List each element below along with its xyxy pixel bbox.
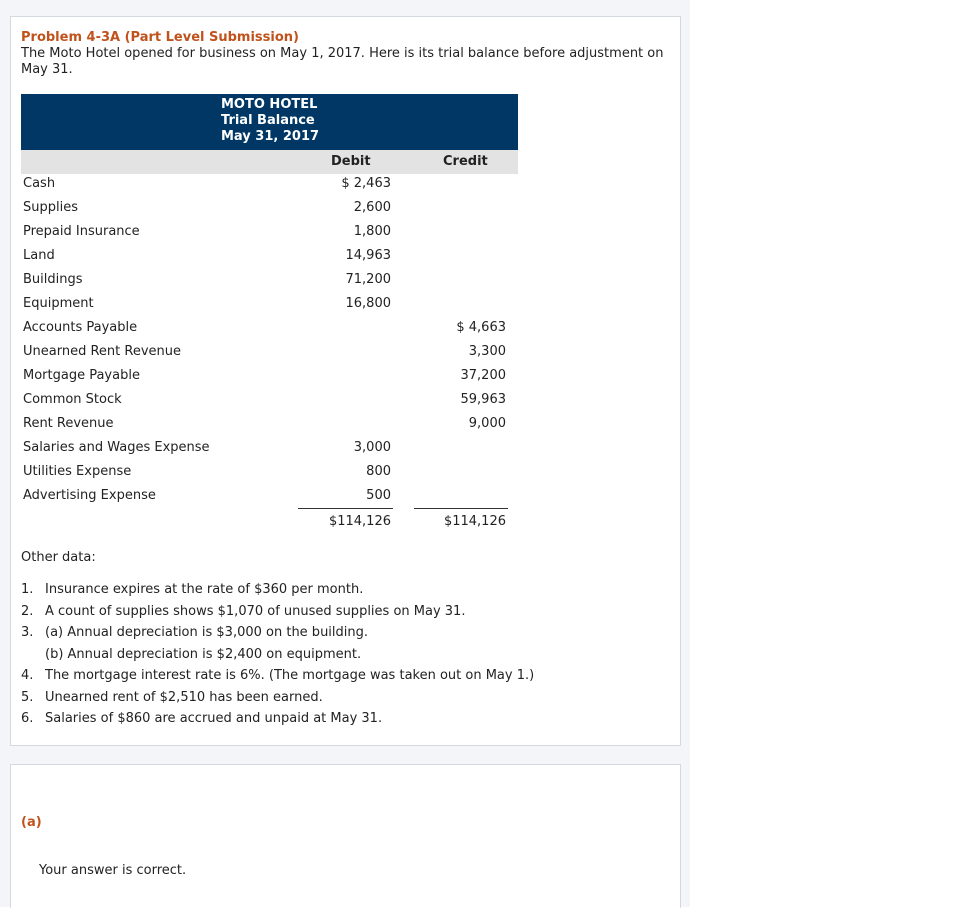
debit-amount: 2,600 xyxy=(353,200,391,215)
list-item-text: The mortgage interest rate is 6%. (The mortgage was taken out on May 1.) xyxy=(45,668,535,683)
table-row xyxy=(21,245,518,269)
account-name: Rent Revenue xyxy=(23,416,114,431)
problem-title: Problem 4-3A (Part Level Submission) xyxy=(21,30,299,45)
debit-column-header: Debit xyxy=(331,154,371,169)
part-a-label: (a) xyxy=(21,815,42,830)
credit-amount: 3,300 xyxy=(468,344,506,359)
debit-amount: 14,963 xyxy=(345,248,391,263)
account-name: Land xyxy=(23,248,55,263)
debit-amount: 71,200 xyxy=(345,272,391,287)
list-item xyxy=(21,668,621,690)
table-row xyxy=(21,389,518,413)
list-item-text: (b) Annual depreciation is $2,400 on equipment. xyxy=(45,647,362,662)
account-name: Supplies xyxy=(23,200,78,215)
list-item-number: 5. xyxy=(21,690,34,705)
account-name: Common Stock xyxy=(23,392,122,407)
table-row xyxy=(21,437,518,461)
table-row xyxy=(21,293,518,317)
account-name: Mortgage Payable xyxy=(23,368,140,383)
account-name: Advertising Expense xyxy=(23,488,156,503)
table-row xyxy=(21,221,518,245)
debit-amount: $ 2,463 xyxy=(341,176,391,191)
answer-feedback: Your answer is correct. xyxy=(39,863,187,878)
debit-amount: 3,000 xyxy=(353,440,391,455)
list-item-number: 2. xyxy=(21,604,34,619)
table-row xyxy=(21,365,518,389)
debit-total-rule xyxy=(298,508,393,509)
table-row xyxy=(21,269,518,293)
account-name: Equipment xyxy=(23,296,94,311)
part-a-panel xyxy=(10,764,681,908)
list-item xyxy=(21,582,621,604)
table-row xyxy=(21,197,518,221)
credit-amount: 37,200 xyxy=(460,368,506,383)
account-name: Buildings xyxy=(23,272,83,287)
table-row xyxy=(21,461,518,485)
credit-total-rule xyxy=(414,508,508,509)
trial-balance-header xyxy=(21,94,518,150)
problem-panel xyxy=(10,16,681,746)
table-row xyxy=(21,173,518,197)
debit-amount: 1,800 xyxy=(353,224,391,239)
account-name: Salaries and Wages Expense xyxy=(23,440,210,455)
list-item-text: A count of supplies shows $1,070 of unused supplies on May 31. xyxy=(45,604,466,619)
credit-amount: 59,963 xyxy=(460,392,506,407)
list-item xyxy=(21,690,621,712)
list-item-text: Insurance expires at the rate of $360 per month. xyxy=(45,582,364,597)
statement-name: Trial Balance xyxy=(221,113,315,128)
credit-amount: 9,000 xyxy=(468,416,506,431)
table-row xyxy=(21,413,518,437)
totals-row xyxy=(21,511,518,535)
company-name: MOTO HOTEL xyxy=(221,97,318,112)
account-name: Utilities Expense xyxy=(23,464,132,479)
debit-amount: 800 xyxy=(366,464,391,479)
statement-date: May 31, 2017 xyxy=(221,129,320,144)
list-item xyxy=(21,625,621,647)
list-item-text: (a) Annual depreciation is $3,000 on the building. xyxy=(45,625,369,640)
account-name: Unearned Rent Revenue xyxy=(23,344,181,359)
list-item-text: Unearned rent of $2,510 has been earned. xyxy=(45,690,323,705)
total-debit: $114,126 xyxy=(328,514,391,529)
problem-description: The Moto Hotel opened for business on May 1, 2017. Here is its trial balance before adjustment on May 31. xyxy=(21,46,664,77)
list-item xyxy=(21,604,621,626)
table-row xyxy=(21,341,518,365)
list-item xyxy=(21,647,621,669)
total-credit: $114,126 xyxy=(443,514,506,529)
account-name: Prepaid Insurance xyxy=(23,224,140,239)
other-data-heading: Other data: xyxy=(21,550,96,565)
list-item-number: 6. xyxy=(21,711,34,726)
table-row xyxy=(21,317,518,341)
list-item-text: Salaries of $860 are accrued and unpaid at May 31. xyxy=(45,711,383,726)
list-item-number: 4. xyxy=(21,668,34,683)
list-item-number: 1. xyxy=(21,582,34,597)
list-item-number: 3. xyxy=(21,625,34,640)
account-name: Accounts Payable xyxy=(23,320,138,335)
debit-amount: 500 xyxy=(366,488,391,503)
table-row xyxy=(21,485,518,509)
credit-amount: $ 4,663 xyxy=(456,320,506,335)
list-item xyxy=(21,711,621,733)
account-name: Cash xyxy=(23,176,56,191)
column-header-row xyxy=(21,150,518,174)
credit-column-header: Credit xyxy=(443,154,488,169)
debit-amount: 16,800 xyxy=(345,296,391,311)
